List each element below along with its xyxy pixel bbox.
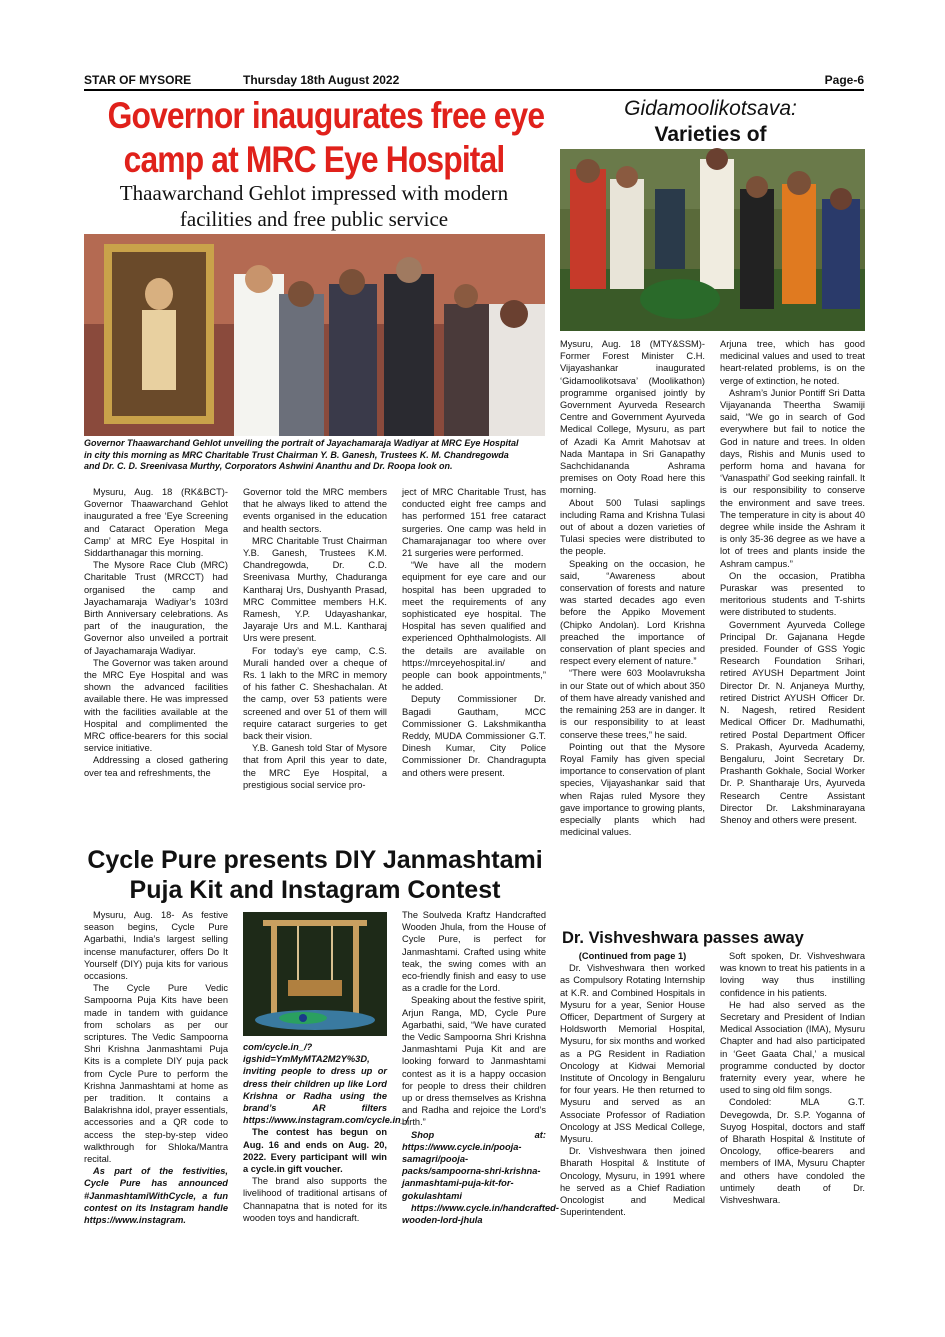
paragraph: The contest has begun on Aug. 16 and ends on Aug. 20, 2022. Every participant will win a cycle.in gift voucher. bbox=[243, 1127, 387, 1175]
obituary-headline: Dr. Vishveshwara passes away bbox=[562, 929, 804, 947]
masthead-rule bbox=[84, 89, 864, 91]
paragraph: Shop at: https://www.cycle.in/pooja-samagri/pooja-packs/sampoorna-shri-krishna-janmashtami-puja-kit-for-gokulashtami bbox=[402, 1129, 546, 1201]
paper-name: STAR OF MYSORE bbox=[84, 73, 192, 87]
main-headline-line2: camp at MRC Eye Hospital bbox=[123, 139, 505, 180]
caption-line2: in city this morning as MRC Charitable Trust Chairman Y. B. Ganesh, Trustees K. M. Chandregowda bbox=[84, 449, 509, 460]
paragraph: The Soulveda Kraftz Handcrafted Wooden Jhula, from the House of Cycle Pure, is perfect for Janmashtami. Crafted using white teak, the swing comes with an eco-friendly finish and easy to use as a cradle for the Lord. bbox=[402, 910, 546, 994]
paragraph: Soft spoken, Dr. Vishveshwara was known to treat his patients in a loving way thus instilling confidence in his patients. bbox=[720, 951, 865, 998]
caption-line3: and Dr. C. D. Sreenivasa Murthy, Corporators Ashwini Ananthu and Dr. Roopa look on. bbox=[84, 461, 453, 471]
paragraph: Deputy Commissioner Dr. Bagadi Gautham, MCC Commissioner G. Lakshmikantha Reddy, MUDA Commissioner G.T. Dinesh Kumar, City Police Commissioner Dr. Chandragupta and others were present. bbox=[402, 694, 546, 778]
paragraph: Government Ayurveda College Principal Dr. Gajanana Hegde presided. Founder of GSS Yogic Research Foundation Srihari, retired AYUSH Department Joint Director Dr. N. Anjaneya Murthy, retired District AYUSH Officer Dr. N. Nagesh, retired Resident Medical Officer Dr. Madhumathi, retired Postal Department Officer S. Prakash, Ayurveda Academy, Bengaluru, Joint Secretary Dr. Prashanth Gokhale, Social Worker Dr. P. Shantharaje Urs, Ayurveda Research Centre Assistant Director Dr. Lakshminarayana Shenoy and others were present. bbox=[720, 619, 865, 825]
paragraph: About 500 Tulasi saplings including Rama and Krishna Tulasi out of about a dozen varieties of Tulasi species were distributed to the people. bbox=[560, 497, 705, 557]
paragraph: For today’s eye camp, C.S. Murali handed over a cheque of Rs. 1 lakh to the MRC in memory of his father C. Sheshachalan. At the camp, over 53 patients were screened and over 51 of them will require cataract surgeries to get back their vision. bbox=[243, 645, 387, 742]
wooden-jhula-photo bbox=[243, 912, 387, 1036]
paragraph: Speaking about the festive spirit, Arjun Ranga, MD, Cycle Pure Agarbathi, said, “We have curated the Vedic Sampoorna Shri Krishna Janmashtami Puja Kit and are looking forward to Janmashtami contest as it is a happy occasion for people to dress their children up or dress themselves as Krishna and Radha and rejoice the Lord’s birth.” bbox=[402, 995, 546, 1128]
paragraph: https://www.cycle.in/handcrafted-wooden-lord-jhula bbox=[402, 1202, 559, 1226]
tulasi-photo bbox=[560, 149, 865, 331]
paragraph: Dr. Vishveshwara then worked as Compulsory Rotating Internship at K.R. and Combined Hospitals in Mysuru for a year, Senior House Officer, Department of Surgery at Holdsworth Memorial Hospital, Mysuru, for six months and worked as a PG Resident in Radiation Oncology at Kidwai Memorial Institute of Oncology in Bengaluru for four years. He then returned to Mysuru and served as an Associate Professor of Radiation Oncology at JSS Medical College, Mysuru. bbox=[560, 963, 705, 1145]
cycle-headline bbox=[84, 845, 546, 905]
continued-note: (Continued from page 1) bbox=[578, 951, 687, 961]
main-subhead-line1: Thaawarchand Gehlot impressed with modern bbox=[119, 181, 509, 205]
main-story-column-2 bbox=[243, 486, 387, 838]
paragraph: As part of the festivities, Cycle Pure has announced #JanmashtamiWithCycle, a fun contest on its Instagram handle https://www.instagram. bbox=[84, 1166, 228, 1226]
tulasi-headline-italic: Gidamoolikotsava: bbox=[624, 97, 797, 120]
tulasi-headline-rest: Varieties of bbox=[654, 123, 767, 146]
caption-line1: Governor Thaawarchand Gehlot unveiling the portrait of Jayachamaraja Wadiyar at MRC Eye Hospital bbox=[84, 438, 519, 448]
paragraph: MRC Charitable Trust Chairman Y.B. Ganesh, Trustees K.M. Chandregowda, Dr. C.D. Sreenivasa Murthy, Chaduranga Kantharaj Urs, Dushyanth Prasad, MRC Committee members H.K. Ramesh, Y.P. Udayashankar, Jayaraje Urs and M.L. Kantharaj Urs were present. bbox=[243, 535, 387, 644]
paragraph: Condoled: MLA G.T. Devegowda, Dr. S.P. Yoganna of Suyog Hospital, doctors and staff of Bharath Hospital & Institute of Oncology, office-bearers and members of IMA, Mysuru Chapter and others have condoled the untimely death of Dr. Vishveshwara. bbox=[720, 1097, 865, 1206]
paragraph: The brand also supports the livelihood of traditional artisans of Channapatna that is noted for its wooden toys and handicraft. bbox=[243, 1176, 387, 1223]
paragraph: Addressing a closed gathering over tea and refreshments, the bbox=[84, 755, 228, 778]
cycle-headline-line1: Cycle Pure presents DIY Janmashtami bbox=[87, 846, 543, 874]
paragraph: “We have all the modern equipment for eye care and our hospital has been upgraded to meet the requirements of any sophisticated eye hospital. The Hospital has seven qualified and experienced Ophthalmologists. All the details are available on https://mrceyehospital.in/ and people can book appointments,” he added. bbox=[402, 560, 546, 693]
tulasi-column-2 bbox=[720, 338, 865, 924]
paragraph: Speaking on the occasion, he said, “Awareness about conservation of forests and nature was started decades ago even before the Appiko Movement (Chipko Andolan). Lord Krishna preached the importance of conservation of plant species and respect every element of nature.” bbox=[560, 558, 705, 667]
main-headline-line1: Governor inaugurates free eye bbox=[107, 95, 545, 136]
main-story-column-1 bbox=[84, 486, 228, 838]
cycle-column-3 bbox=[402, 909, 559, 1261]
paragraph: Y.B. Ganesh told Star of Mysore that from April this year to date, the MRC Eye Hospital, a prestigious social service pro- bbox=[243, 743, 387, 790]
paragraph: com/cycle.in_/?igshid=YmMyMTA2M2Y%3D, inviting people to dress up or dress their children up like Lord Krishna or Radha using the brand’s AR filters https://www.instagram.com/cycle.in_/ bbox=[243, 1042, 409, 1126]
main-story-column-3 bbox=[402, 486, 546, 838]
main-subhead bbox=[84, 180, 544, 232]
cycle-column-2 bbox=[243, 1041, 409, 1261]
tulasi-headline-line1 bbox=[554, 96, 867, 148]
main-photo-caption bbox=[84, 438, 546, 473]
paragraph: The Cycle Pure Vedic Sampoorna Puja Kits have been made in tandem with guidance from scholars as per our scriptures. The Vedic Sampoorna Shri Krishna Janmashtami Puja Kits is a complete DIY puja pack from Cycle Pure to perform the Krishna Janmashtami at home as per tradition. It contains a Balakrishna idol, prayer essentials, accessories and a QR code to access the step-by-step video walkthrough for Shloka/Mantra recital. bbox=[84, 983, 228, 1165]
paragraph: Pointing out that the Mysore Royal Family has given special importance to conservation of plant species, Vijayashankar said that when Rajas ruled Mysore they gave importance to growing plants, especially plants which had medicinal values. bbox=[560, 741, 705, 838]
governor-photo bbox=[84, 234, 545, 436]
paragraph: Ashram’s Junior Pontiff Sri Datta Vijayananda Theertha Swamiji said, “We go in search of God everywhere but fail to notice the God in nature and trees. In olden days, Rishis and Munis used to perform homa and havana for ‘Vanaspathi’ God seeking rainfall. It is our responsibility to conserve the environment and save trees. The temperature in city is about 40 degree while inside the Ashram it is only 35-36 degree as we have a lot of trees and plants inside the Ashram campus.” bbox=[720, 387, 865, 569]
paragraph: Mysuru, Aug. 18- As festive season begins, Cycle Pure Agarbathi, India’s largest selling incense manufacturer, offers Do It Yourself (DIY) puja kits for various occasions. bbox=[84, 910, 228, 982]
cycle-headline-line2: Puja Kit and Instagram Contest bbox=[129, 876, 501, 904]
paragraph: Arjuna tree, which has good medicinal values and used to treat heart-related problems, is on the verge of extinction, he noted. bbox=[720, 339, 865, 386]
main-subhead-line2: facilities and free public service bbox=[179, 207, 449, 231]
cycle-column-1 bbox=[84, 909, 228, 1261]
obituary-column-1 bbox=[560, 950, 705, 1260]
paragraph: Mysuru, Aug. 18 (MTY&SSM)- Former Forest Minister C.H. Vijayashankar inaugurated ‘Gidamoolikotsava’ (Moolikathon) programme organised jointly by Government Ayurveda Research Centre and Government Ayurveda Medical College, Mysuru, as part of Azadi Ka Amrit Mahotsav at Nada Mantapa in Sri Ganapathy Sachchidananda Ashrama premises on Ooty Road here this morning. bbox=[560, 339, 705, 496]
issue-date: Thursday 18th August 2022 bbox=[243, 73, 400, 87]
tulasi-column-1 bbox=[560, 338, 705, 924]
paragraph: Dr. Vishveshwara then joined Bharath Hospital & Institute of Oncology, Mysuru, in 1991 where he served as a Chief Radiation Oncologist and Medical Superintendent. bbox=[560, 1146, 705, 1218]
obituary-column-2 bbox=[720, 950, 865, 1260]
main-headline bbox=[107, 94, 545, 182]
paragraph: The Governor was taken around the MRC Eye Hospital and was shown the advanced facilities available there. He was impressed with the facilities available at the Hospital and complimented the MRC office-bearers for this social service initiative. bbox=[84, 657, 228, 754]
paragraph: On the occasion, Pratibha Puraskar was presented to meritorious students and T-shirts were distributed to students. bbox=[720, 570, 865, 618]
paragraph: Governor told the MRC members that he always liked to attend the events organised in the education and health sectors. bbox=[243, 487, 387, 534]
paragraph: The Mysore Race Club (MRC) Charitable Trust (MRCCT) had organised the camp and Jayachamaraja Wadiyar’s 103rd Birth Anniversary celebrations. As part of the inauguration, the Governor also unveiled a portrait of Jayachamaraja Wadiyar. bbox=[84, 560, 228, 656]
paragraph: He had also served as the Secretary and President of Indian Medical Association (IMA), Mysuru Chapter and had also participated in ‘Geet Gaata Chal,’ a musical programme conducted by doctor fraternity every year, where he used to sing old film songs. bbox=[720, 999, 865, 1096]
paragraph: Mysuru, Aug. 18 (RK&BCT)- Governor Thaawarchand Gehlot inaugurated a free ‘Eye Screening and Cataract Operation Mega Camp’ at MRC Eye Hospital in Siddarthanagar this morning. bbox=[84, 487, 228, 559]
page-number: Page-6 bbox=[824, 73, 864, 87]
paragraph: “There were 603 Moolavruksha in our State out of which about 350 of them have already vanished and the remaining 253 are in danger. It is our responsibility to at least conserve these trees,” he said. bbox=[560, 668, 705, 740]
paragraph: ject of MRC Charitable Trust, has conducted eight free camps and has performed 151 free cataract surgeries. One camp was held in Chamarajanagar too where over 21 surgeries were performed. bbox=[402, 487, 546, 559]
